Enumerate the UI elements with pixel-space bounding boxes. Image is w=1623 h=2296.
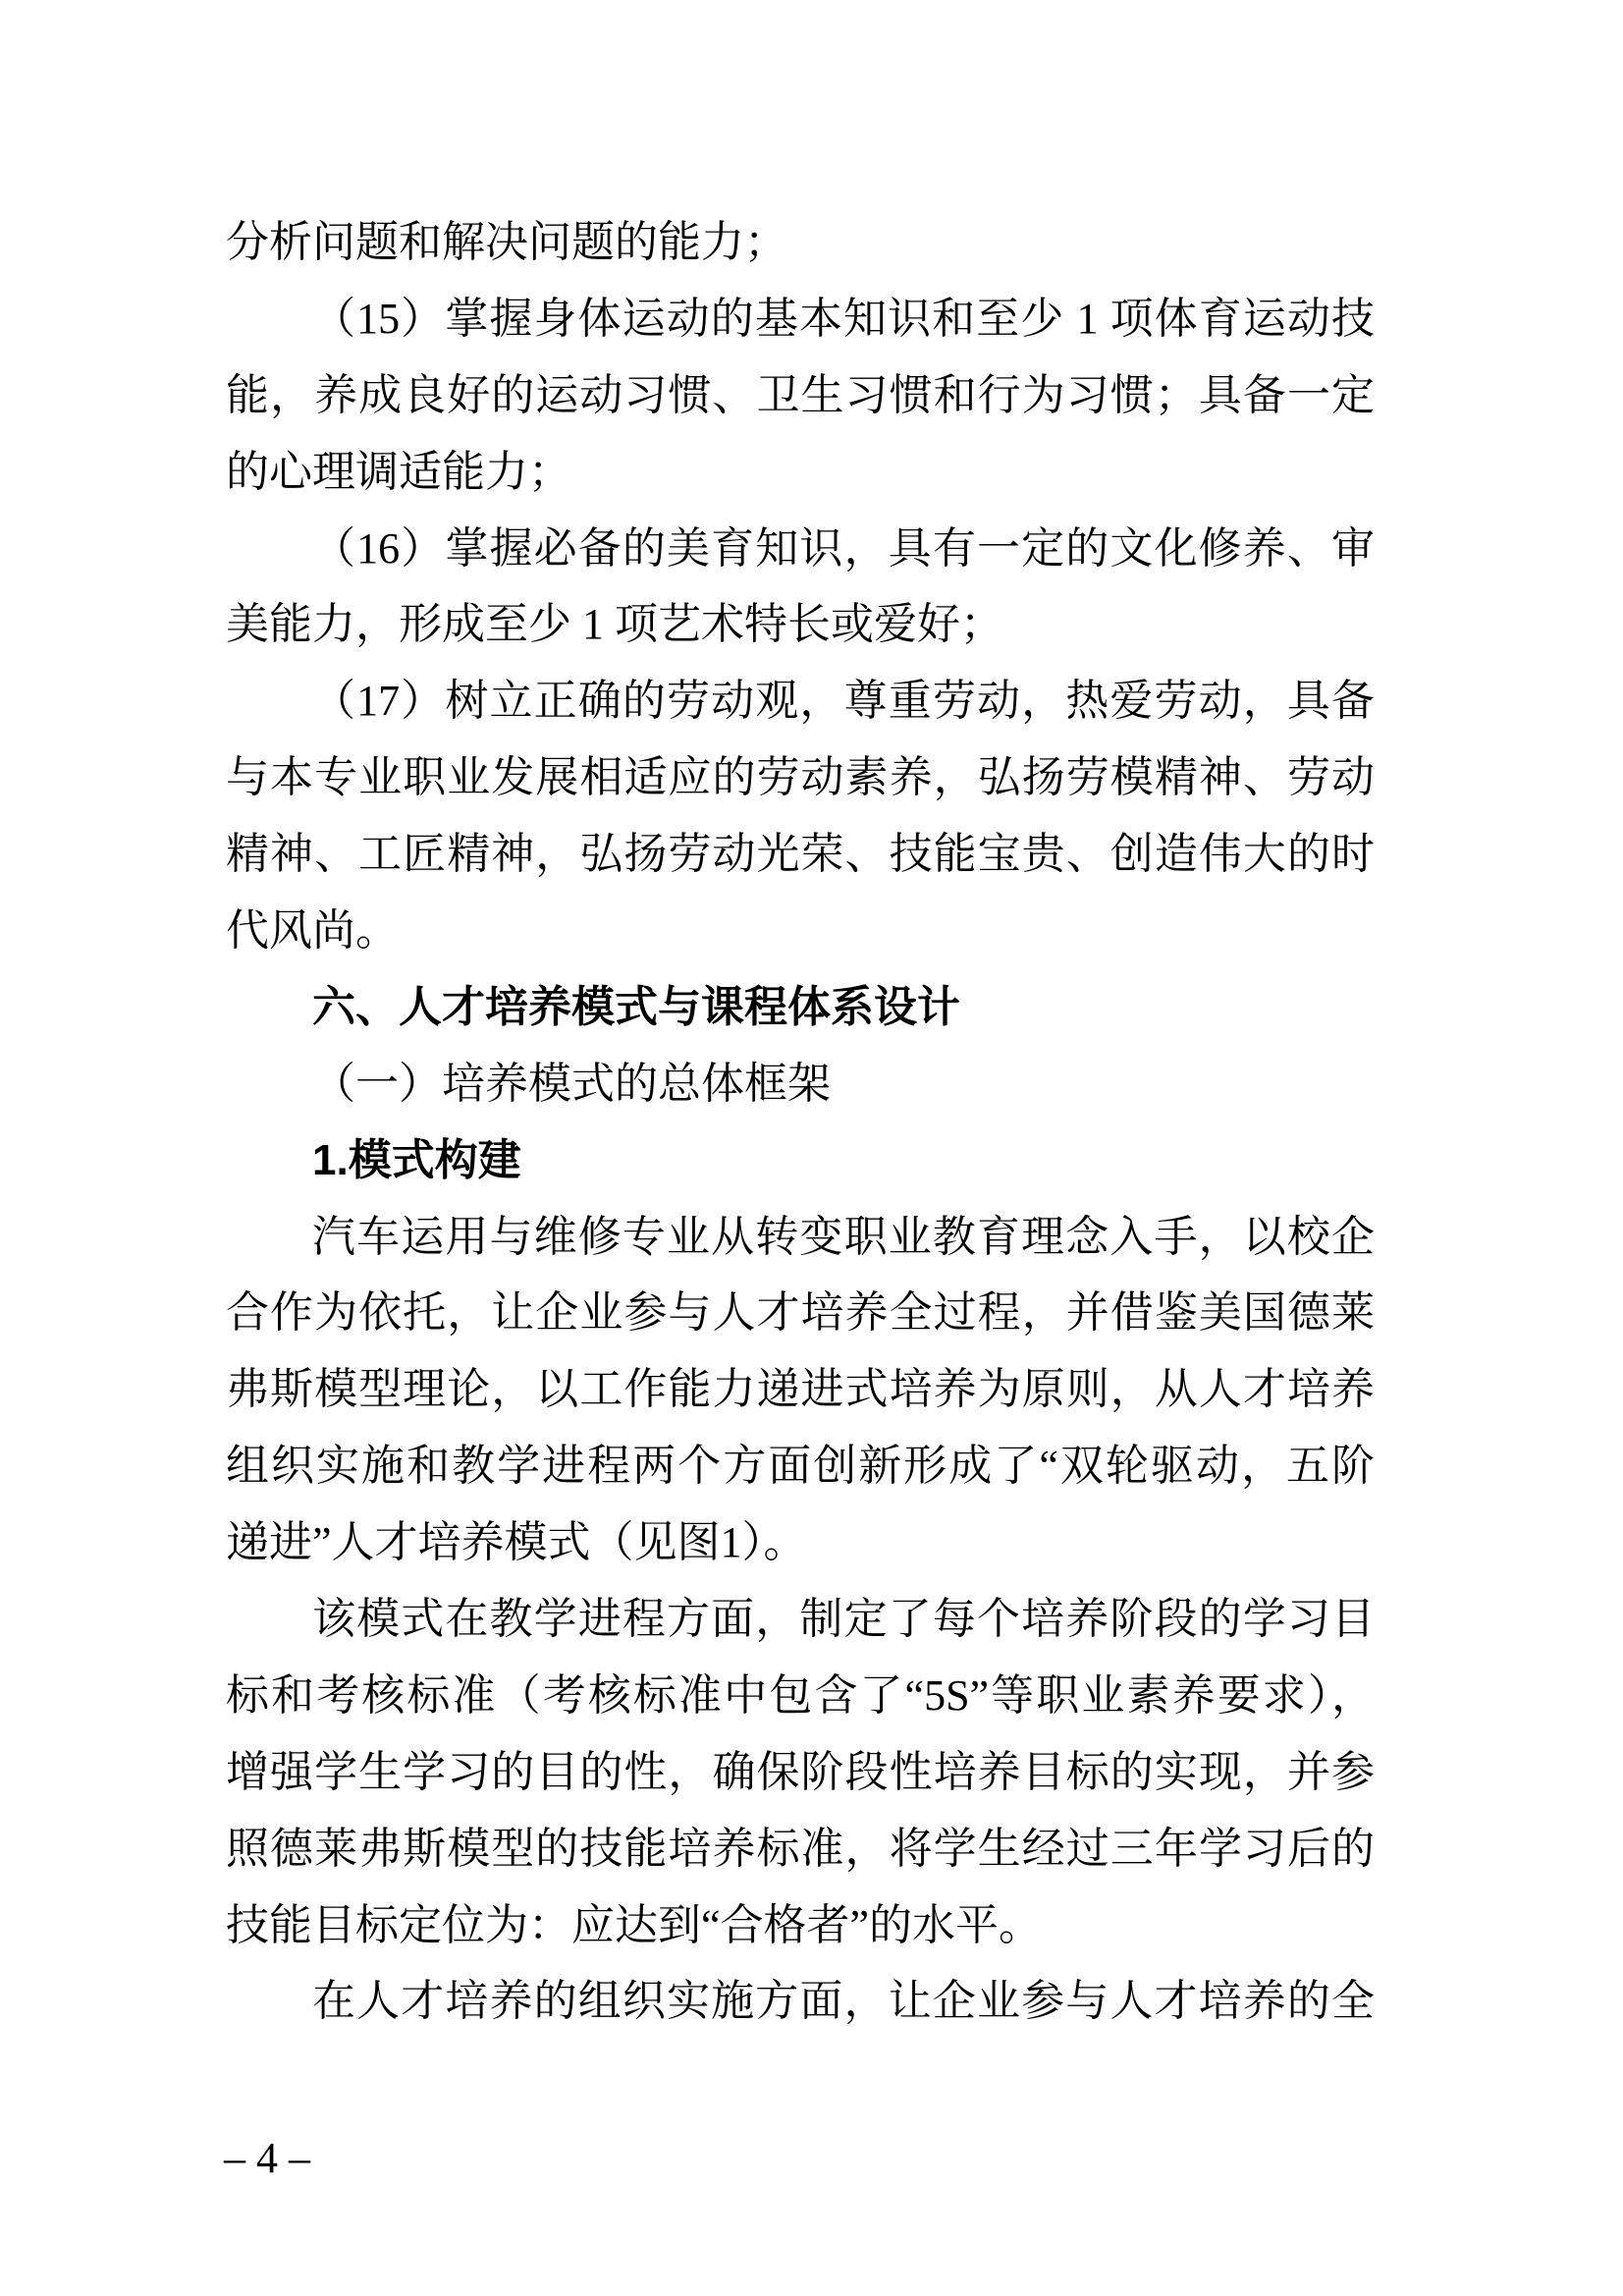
body-paragraph-teaching-process-line-2: 标和考核标准（考核标准中包含了“5S”等职业素养要求）， xyxy=(226,1670,1375,1720)
section-heading: 六、人才培养模式与课程体系设计 xyxy=(312,982,960,1031)
body-paragraph-item-15-line-3: 的心理调适能力； xyxy=(226,447,571,496)
document-body xyxy=(226,204,1375,2040)
body-paragraph-item-17-line-3: 精神、工匠精神，弘扬劳动光荣、技能宝贵、创造伟大的时 xyxy=(226,830,1375,879)
body-paragraph-item-15-line-2: 能，养成良好的运动习惯、卫生习惯和行为习惯；具备一定 xyxy=(226,370,1375,419)
body-paragraph-continued: 分析问题和解决问题的能力； xyxy=(226,218,787,266)
body-paragraph-item-17-line-2: 与本专业职业发展相适应的劳动素养，弘扬劳模精神、劳动 xyxy=(226,753,1375,802)
body-paragraph-item-16-line-2: 美能力，形成至少 1 项艺术特长或爱好； xyxy=(226,600,1003,649)
subsection-heading: （一）培养模式的总体框架 xyxy=(312,1059,831,1108)
body-paragraph-item-17-line-4: 代风尚。 xyxy=(226,906,399,956)
body-paragraph-teaching-process-line-1: 该模式在教学进程方面，制定了每个培养阶段的学习目 xyxy=(312,1595,1375,1644)
body-paragraph-mode-construction-line-5: 递进”人才培养模式（见图1）。 xyxy=(226,1518,807,1567)
body-paragraph-teaching-process-line-5: 技能目标定位为：应达到“合格者”的水平。 xyxy=(226,1900,1043,1949)
page-number: – 4 – xyxy=(224,2134,310,2182)
body-paragraph-mode-construction-line-2: 合作为依托，让企业参与人才培养全过程，并借鉴美国德莱 xyxy=(226,1288,1375,1338)
body-paragraph-item-15-line-1: （15）掌握身体运动的基本知识和至少 1 项体育运动技 xyxy=(312,294,1375,343)
body-paragraph-organization: 在人才培养的组织实施方面，让企业参与人才培养的全 xyxy=(312,1977,1375,2026)
sub-subsection-heading: 1.模式构建 xyxy=(312,1135,521,1184)
body-paragraph-mode-construction-line-4: 组织实施和教学进程两个方面创新形成了“双轮驱动，五阶 xyxy=(226,1442,1375,1491)
body-paragraph-teaching-process-line-4: 照德莱弗斯模型的技能培养标准，将学生经过三年学习后的 xyxy=(226,1824,1375,1873)
body-paragraph-item-17-line-1: （17）树立正确的劳动观，尊重劳动，热爱劳动，具备 xyxy=(312,677,1375,726)
body-paragraph-mode-construction-line-1: 汽车运用与维修专业从转变职业教育理念入手，以校企 xyxy=(312,1212,1375,1261)
body-paragraph-item-16-line-1: （16）掌握必备的美育知识，具有一定的文化修养、审 xyxy=(312,523,1375,573)
body-paragraph-mode-construction-line-3: 弗斯模型理论，以工作能力递进式培养为原则，从人才培养 xyxy=(226,1365,1375,1414)
body-paragraph-teaching-process-line-3: 增强学生学习的目的性，确保阶段性培养目标的实现，并参 xyxy=(226,1747,1375,1796)
